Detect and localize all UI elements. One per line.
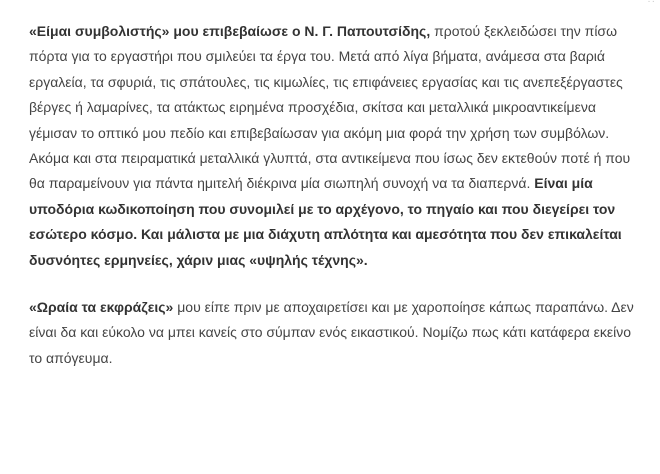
- quote-lead: «Είμαι συμβολιστής» μου επιβεβαίωσε ο Ν. Γ. Παπουτσίδης,: [29, 23, 431, 39]
- paragraph-2: [29, 295, 641, 371]
- paragraph-1-text: προτού ξεκλειδώσει την πίσω πόρτα για το εργαστήρι που σμιλεύει τα έργα του. Μετά από λίγα βήματα, ανάμεσα στα βαριά εργαλεία, τα σφυριά, τις σπάτουλες, τις κιμωλίες, τις επιφάνειες εργασίας και τις ανεπεξέργαστες βέργες ή λαμαρίνες, τα ατάκτως ειρημένα προσχέδια, σκίτσα και μεταλλικά μικροαντικείμενα γέμισαν το οπτικό μου πεδίο και επιβεβαίωσαν για ακόμη μια φορά την χρήση των συμβόλων. Ακόμα και στα πειραματικά μεταλλικά γλυπτά, στα αντικείμενα που ίσως δεν εκτεθούν ποτέ ή που θα παραμείνουν για πάντα ημιτελή διέκρινα μία σιωπηλή συνοχή να τα διαπερνά.: [29, 23, 631, 192]
- article-body: [29, 19, 641, 371]
- paragraph-2-text: μου είπε πριν με αποχαιρετίσει και με χαροποίησε κάπως παραπάνω. Δεν είναι δα και εύκολο να μπει κανείς στο σύμπαν ενός εικαστικού. Νομίζω πως κάτι κατάφερα εκείνο το απόγευμα.: [29, 299, 634, 366]
- corner-dots: ··: [647, 0, 656, 7]
- paragraph-1: [29, 19, 641, 273]
- quote-lead-2: «Ωραία τα εκφράζεις»: [29, 299, 174, 316]
- paragraph-1-closing: Είναι μία υποδόρια κωδικοποίηση που συνομιλεί με το αρχέγονο, το πηγαίο και που διεγείρει τον εσώτερο κόσμο. Και μάλιστα με μια διάχυτη απλότητα και αμεσότητα που δεν επικαλείται δυσνόητες ερμηνείες, χάριν μιας «υψηλής τέχνης».: [29, 175, 622, 268]
